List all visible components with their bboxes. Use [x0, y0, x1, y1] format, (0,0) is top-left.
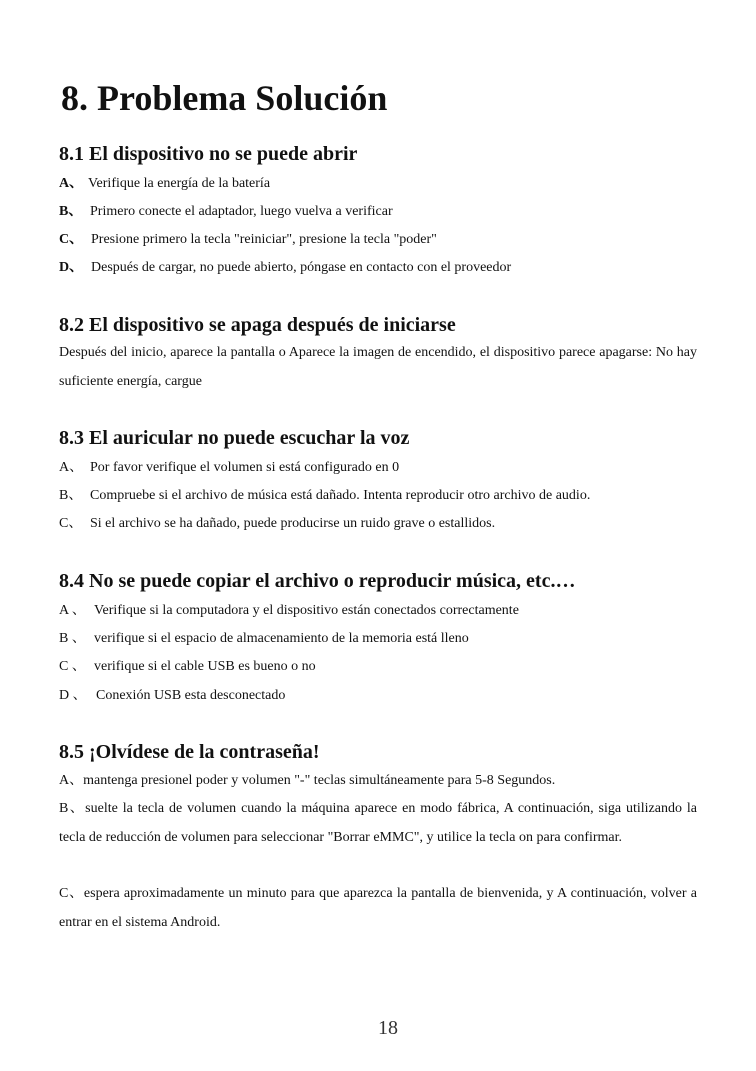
list-item-text: Conexión USB esta desconectado	[96, 688, 286, 703]
list-item-text: Si el archivo se ha dañado, puede producirse un ruido grave o estallidos.	[90, 516, 496, 531]
list-item	[59, 202, 393, 222]
section-heading-8-3: 8.3 El auricular no puede escuchar la voz	[59, 427, 410, 449]
list-item-text: verifique si el espacio de almacenamiento de la memoria está lleno	[94, 631, 469, 646]
list-item	[59, 686, 285, 706]
list-item	[59, 174, 270, 194]
list-item	[59, 486, 590, 506]
list-item-text: Por favor verifique el volumen si está configurado en 0	[90, 460, 400, 475]
page-title: 8. Problema Solución	[61, 78, 388, 118]
section-paragraph: Después del inicio, aparece la pantalla o Aparece la imagen de encendido, el dispositivo parece apagarse: No hay suficiente energía, cargue	[59, 345, 697, 389]
list-item-label: D 、	[59, 688, 87, 703]
section-paragraph: A、mantenga presionel poder y volumen "-" teclas simultáneamente para 5-8 Segundos.	[59, 773, 556, 788]
list-item	[59, 657, 316, 677]
list-item-text: verifique si el cable USB es bueno o no	[94, 659, 316, 674]
page-number: 18	[378, 1017, 398, 1039]
list-item-label: B、	[59, 488, 83, 503]
list-item-text: Compruebe si el archivo de música está dañado. Intenta reproducir otro archivo de audio.	[90, 488, 591, 503]
list-item-text: Verifique si la computadora y el dispositivo están conectados correctamente	[94, 603, 519, 618]
list-item-label: A、	[59, 460, 84, 475]
section-heading-8-5: 8.5 ¡Olvídese de la contraseña!	[59, 741, 320, 763]
list-item-label: C 、	[59, 659, 86, 674]
list-item-label: C、	[59, 232, 84, 247]
section-heading-8-1: 8.1 El dispositivo no se puede abrir	[59, 143, 358, 165]
list-item	[59, 230, 437, 250]
list-item	[59, 601, 519, 621]
list-item	[59, 458, 399, 478]
list-item	[59, 514, 495, 534]
list-item-text: Primero conecte el adaptador, luego vuelva a verificar	[90, 204, 393, 219]
list-item-label: A 、	[59, 603, 86, 618]
section-paragraph: C、espera aproximadamente un minuto para que aparezca la pantalla de bienvenida, y A continuación, volver a entrar en el sistema Android.	[59, 886, 697, 930]
section-heading-8-2: 8.2 El dispositivo se apaga después de iniciarse	[59, 314, 456, 336]
section-heading-8-4: 8.4 No se puede copiar el archivo o reproducir música, etc.…	[59, 570, 576, 592]
list-item-label: B、	[59, 204, 83, 219]
section-paragraph: B、suelte la tecla de volumen cuando la máquina aparece en modo fábrica, A continuación, siga utilizando la tecla de reducción de volumen para seleccionar "Borrar eMMC", y utilice la tecla on para confirmar.	[59, 801, 697, 845]
list-item-label: D、	[59, 260, 84, 275]
list-item-label: A、	[59, 176, 84, 191]
list-item	[59, 258, 511, 278]
list-item-text: Presione primero la tecla "reiniciar", presione la tecla "poder"	[91, 232, 437, 247]
list-item-label: C、	[59, 516, 83, 531]
list-item	[59, 629, 469, 649]
list-item-text: Verifique la energía de la batería	[88, 176, 271, 191]
list-item-text: Después de cargar, no puede abierto, póngase en contacto con el proveedor	[91, 260, 512, 275]
list-item-label: B 、	[59, 631, 86, 646]
